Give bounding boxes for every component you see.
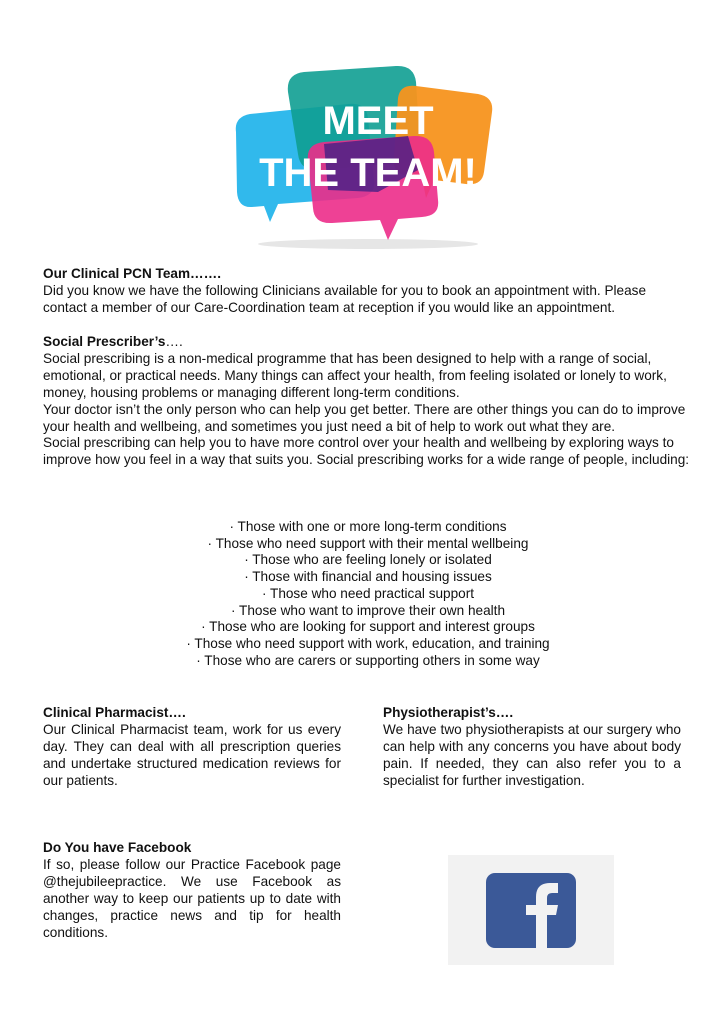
facebook-heading: Do You have Facebook [43, 840, 192, 855]
logo-text-meet: MEET [322, 99, 434, 143]
social-prescriber-section [43, 334, 693, 469]
physio-body: We have two physiotherapists at our surgery who can help with any concerns you have about body pain. If needed, they can also refer you to a specialist for further investigation. [383, 721, 681, 788]
list-item: · Those who need practical support [261, 585, 475, 601]
facebook-logo-box [448, 855, 614, 965]
list-item: · Those who need support with their mental wellbeing [207, 535, 529, 551]
social-para-1: Social prescribing is a non-medical programme that has been designed to help with a range of social, emotional, or practical needs. Many things can affect your health, from feeling isolated or lonely to work, money, housing problems or managing different long-term conditions. [43, 350, 667, 400]
list-item: · Those who are feeling lonely or isolated [244, 552, 492, 568]
list-item: · Those who want to improve their own health [230, 602, 506, 618]
social-para-3: Social prescribing can help you to have more control over your health and wellbeing by exploring ways to improve how you feel in a way that suits you. Social prescribing works for a wide range of people, including: [43, 435, 690, 468]
list-item: · Those with financial and housing issues [244, 569, 492, 585]
social-heading-text: Social Prescriber’s [43, 334, 166, 349]
list-item: · Those who are looking for support and interest groups [201, 619, 535, 635]
pharmacist-heading: Clinical Pharmacist…. [43, 705, 186, 720]
physio-heading: Physiotherapist’s…. [383, 705, 514, 720]
pcn-section [43, 266, 693, 317]
pharmacist-body: Our Clinical Pharmacist team, work for us every day. They can deal with all prescription queries and undertake structured medication reviews for our patients. [43, 721, 341, 788]
facebook-body: If so, please follow our Practice Facebook page @thejubileepractice. We use Facebook as another way to keep our patients up to date with changes, practice news and tip for health conditions. [43, 856, 341, 940]
physio-section [383, 705, 681, 790]
social-heading-dots: …. [165, 334, 183, 349]
facebook-icon [486, 873, 576, 948]
social-prescribing-list [43, 519, 693, 669]
pcn-body: Did you know we have the following Clinicians available for you to book an appointment with. Please contact a member of our Care-Coordination team at reception if you would like an appointment. [43, 282, 647, 315]
social-heading [43, 334, 693, 351]
meet-the-team-logo [228, 62, 500, 252]
pcn-heading: Our Clinical PCN Team……. [43, 266, 222, 281]
logo-text-the-team: THE TEAM! [259, 151, 477, 195]
list-item: · Those who need support with work, education, and training [186, 635, 550, 651]
list-item: · Those who are carers or supporting others in some way [196, 652, 540, 668]
list-item: · Those with one or more long-term conditions [229, 519, 507, 534]
pharmacist-section [43, 705, 341, 790]
facebook-section [43, 840, 341, 941]
social-para-2: Your doctor isn’t the only person who can help you get better. There are other things you can do to improve your health and wellbeing, and sometimes you just need a bit of help to work out what they are. [43, 401, 686, 434]
